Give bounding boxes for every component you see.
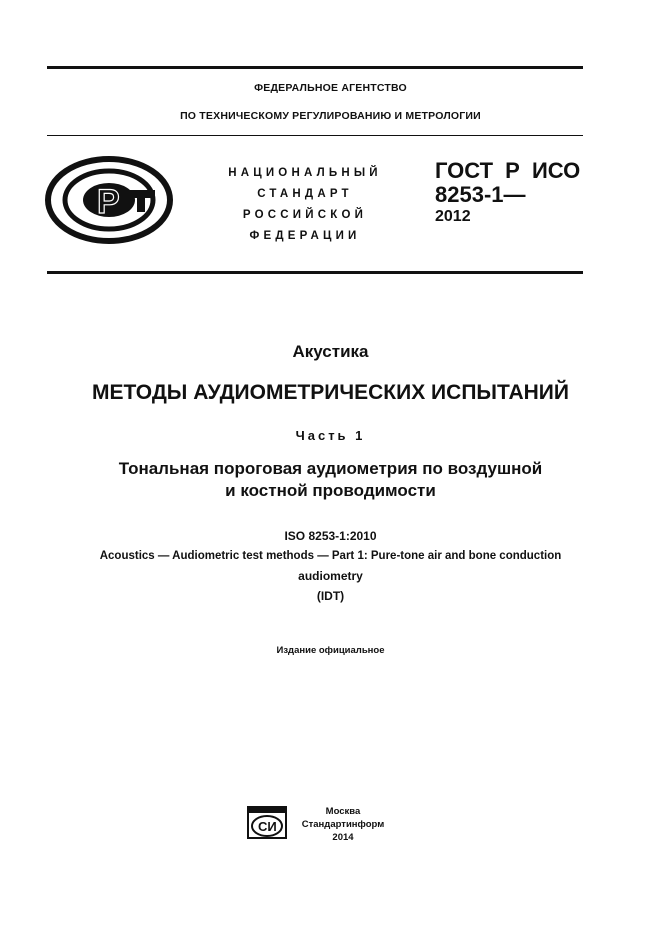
standartinform-logo (247, 806, 287, 839)
standard-rule (47, 271, 583, 274)
edition-label: Издание официальное (276, 645, 385, 656)
publisher-city: Москва (325, 806, 361, 817)
subtitle-line-2: и костной проводимости (225, 481, 436, 500)
idt-label: (IDT) (316, 589, 345, 603)
standard-year: 2012 (435, 208, 471, 225)
publisher-name: Стандартинформ (301, 819, 385, 830)
subject-heading: Акустика (292, 342, 369, 361)
standard-code-line-2: 8253-1— (435, 182, 526, 207)
national-line-4: ФЕДЕРАЦИИ (249, 230, 361, 242)
publisher-year: 2014 (332, 832, 354, 843)
gost-r-logo (45, 156, 173, 244)
english-title-line-1: Acoustics — Audiometric test methods — Part 1: Pure-tone air and bone conduction (99, 550, 562, 562)
document-title: МЕТОДЫ АУДИОМЕТРИЧЕСКИХ ИСПЫТАНИЙ (91, 381, 569, 404)
header-rule (47, 135, 583, 136)
part-label: Часть 1 (295, 428, 366, 443)
national-line-3: РОССИЙСКОЙ (242, 209, 368, 221)
top-rule (47, 66, 583, 69)
national-standard-label (210, 163, 400, 247)
standard-code-line-1: ГОСТ Р ИСО (435, 158, 581, 183)
iso-number: ISO 8253-1:2010 (284, 529, 377, 543)
english-title-line-2: audiometry (298, 569, 363, 583)
national-line-1: НАЦИОНАЛЬНЫЙ (228, 167, 382, 179)
svg-text:Р: Р (97, 183, 120, 221)
publisher-info (298, 805, 388, 844)
agency-line-2: ПО ТЕХНИЧЕСКОМУ РЕГУЛИРОВАНИЮ И МЕТРОЛОГИИ (180, 110, 481, 122)
national-line-2: СТАНДАРТ (257, 188, 353, 200)
agency-line-1: ФЕДЕРАЛЬНОЕ АГЕНТСТВО (254, 82, 407, 94)
svg-text:СИ: СИ (258, 819, 277, 834)
subtitle-line-1: Тональная пороговая аудиометрия по воздушной (118, 459, 543, 478)
